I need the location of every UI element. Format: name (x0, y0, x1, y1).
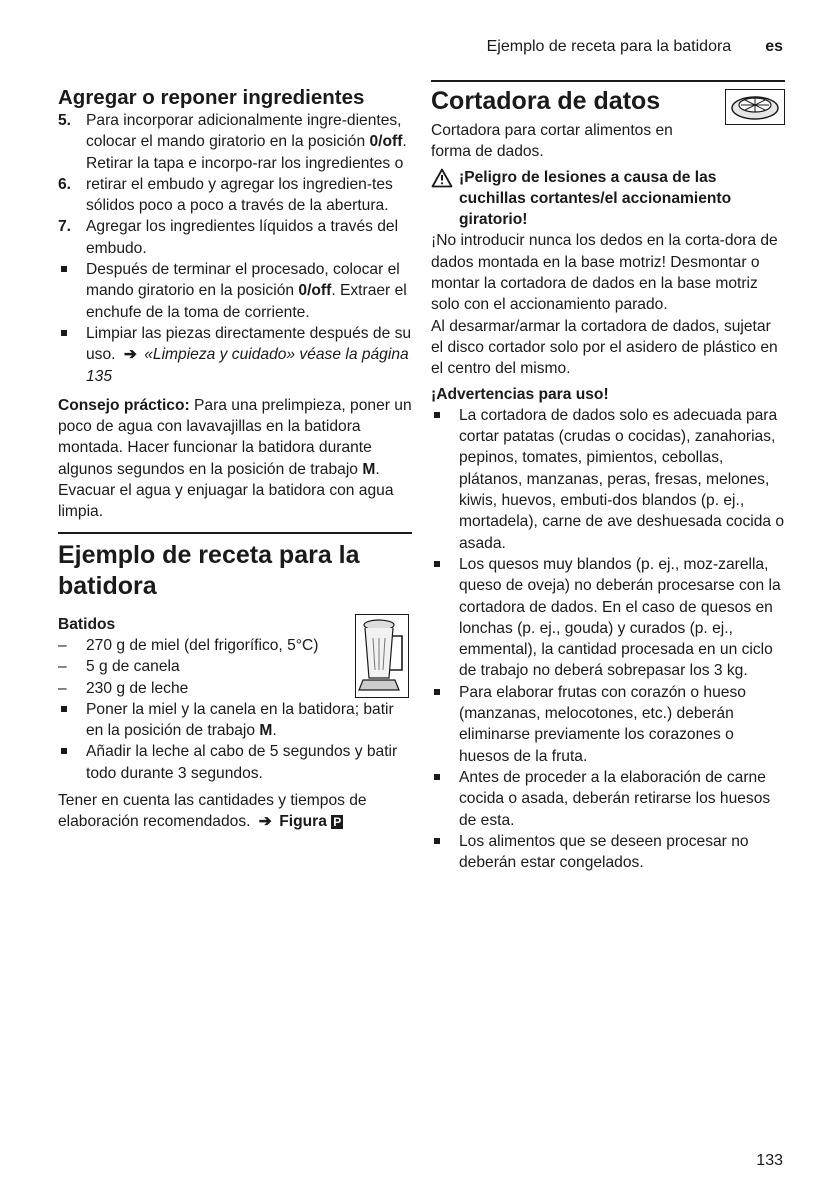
bullet-square-icon (431, 405, 459, 426)
step-text-cont: . (272, 722, 277, 740)
knob-position-off: 0/off (369, 133, 403, 151)
bullet-square-icon (58, 741, 86, 762)
cortadora-heading: Cortadora de datos (431, 87, 661, 115)
note-text: Tener en cuenta las cantidades y tiempos de elaboración recomendados. (58, 792, 367, 831)
ingredient-text: 5 g de canela (86, 658, 180, 676)
knob-position-off: 0/off (298, 282, 332, 300)
list-item (58, 678, 412, 699)
ingredients-list (58, 635, 412, 784)
receta-heading: Ejemplo de receta para la batidora (58, 540, 360, 600)
bullet-square-icon (431, 767, 459, 788)
advice-list (431, 405, 785, 874)
ingredient-text: 230 g de leche (86, 679, 189, 697)
figure-ref-badge: P (333, 815, 342, 830)
bullet-square-icon (58, 259, 86, 280)
tip-paragraph (58, 395, 412, 523)
page-header (487, 36, 783, 57)
step-text: Poner la miel y la canela en la batidora; batir en la posición de trabajo (86, 700, 394, 740)
section-divider (431, 80, 785, 82)
left-column (58, 86, 412, 833)
advice-text: Los alimentos que se deseen procesar no deberán estar congelados. (459, 832, 749, 872)
bullet-square-icon (431, 831, 459, 852)
step-text-cont: . Retirar la tapa e incorpo-rar los ingredientes o (86, 133, 407, 172)
warning-text-2: Al desarmar/armar la cortadora de dados, sujetar el disco cortador solo por el asidero de plástico en el centro del mismo. (431, 317, 778, 378)
dash-marker: – (58, 658, 67, 676)
list-item (58, 174, 412, 217)
cortadora-intro: Cortadora para cortar alimentos en forma de dados. (431, 122, 673, 161)
step-text: Agregar los ingredientes líquidos a través del embudo. (86, 218, 399, 257)
section-divider (58, 532, 412, 534)
advice-text: Para elaborar frutas con corazón o hueso (manzanas, melocotones, etc.) deberán eliminarse previamente los corazones o huesos de la fruta. (459, 683, 746, 765)
bullet-square-icon (431, 554, 459, 575)
right-column (431, 86, 785, 873)
bullet-square-icon (58, 699, 86, 720)
agregar-heading: Agregar o reponer ingredientes (58, 86, 365, 109)
warning-text: ¡No introducir nunca los dedos en la corta-dora de dados montada en la base motriz! Desmontar o montar la cortadora de dados en la base motriz solo con el accionamiento parado. (431, 232, 778, 314)
step-text: Añadir la leche al cabo de 5 segundos y batir todo durante 3 segundos. (86, 743, 398, 782)
bullet-text: Después de terminar el procesado, colocar el mando giratorio en la posición (86, 261, 400, 300)
bullet-square-icon (58, 323, 86, 344)
cross-reference-link[interactable]: «Limpieza y cuidado» véase la página 135 (86, 346, 409, 385)
list-item (58, 323, 412, 387)
list-item (58, 635, 412, 656)
tip-label: Consejo práctico: (58, 396, 190, 414)
tip-text-cont: . Evacuar el agua y enjuagar la batidora con agua limpia. (58, 460, 394, 521)
dash-marker: – (58, 679, 67, 697)
step-number: 5. (58, 112, 72, 129)
advice-text: La cortadora de dados solo es adecuada para cortar patatas (crudas o cocidas), zanahorias, pepinos, tomates, pimientos, cebollas, plátanos, manzanas, peras, fresas, melones, kiwis, huevos, embuti-dos blandos (p. ej., mortadela), carne de ave deshuesada cocida o asada. (459, 406, 785, 552)
tip-text: Para una prelimpieza, poner un poco de agua con lavavajillas en la batidora montada. Hacer funcionar la batidora durante algunos segundos en la posición de trabajo (58, 396, 412, 478)
list-item (431, 405, 785, 554)
advice-heading: ¡Advertencias para uso! (431, 385, 609, 403)
page-number: 133 (756, 1152, 783, 1169)
bullet-text-cont: . Extraer el enchufe de la toma de corriente. (86, 282, 407, 321)
warning-triangle-icon (431, 168, 453, 188)
list-item (58, 699, 412, 742)
list-item (431, 554, 785, 682)
bullet-square-icon (431, 682, 459, 703)
list-item (58, 656, 412, 677)
step-text: Para incorporar adicionalmente ingre-dientes, colocar el mando giratorio en la posición (86, 112, 402, 151)
advice-text: Antes de proceder a la elaboración de carne cocida o asada, deberán retirarse los huesos de esta. (459, 768, 771, 829)
batidos-block (58, 614, 412, 784)
recommendation-note (58, 790, 412, 833)
ingredient-text: 270 g de miel (del frigorífico, 5°C) (86, 636, 319, 654)
list-item (58, 216, 412, 259)
warning-title: ¡Peligro de lesiones a causa de las cuchillas cortantes/el accionamiento giratorio! (459, 168, 732, 229)
bullet-text: Limpiar las piezas directamente después de su uso. (86, 324, 412, 364)
list-item (58, 259, 412, 323)
list-item (431, 767, 785, 831)
header-title: Ejemplo de receta para la batidora (486, 38, 732, 55)
warning-heading (431, 167, 785, 231)
figure-ref-label[interactable]: Figura (279, 813, 327, 831)
step-number: 7. (58, 218, 72, 236)
list-item (58, 741, 412, 784)
step-text: retirar el embudo y agregar los ingredien-tes sólidos poco a poco a través de la abertura. (86, 175, 393, 215)
dash-marker: – (58, 636, 67, 654)
step-number: 6. (58, 175, 72, 193)
language-code: es (765, 38, 783, 55)
agregar-steps (58, 110, 412, 387)
arrow-right-icon: ➔ (258, 813, 272, 831)
batidos-title: Batidos (58, 615, 116, 633)
position-m: M (362, 460, 376, 478)
list-item (431, 831, 785, 874)
list-item (431, 682, 785, 767)
position-m: M (259, 722, 273, 740)
dicer-figure-icon (725, 89, 785, 125)
list-item (58, 110, 412, 174)
arrow-right-icon: ➔ (123, 346, 137, 364)
advice-text: Los quesos muy blandos (p. ej., moz-zarella, queso de oveja) no deberán procesarse con la cortadora de dados. En el caso de quesos en lonchas (p. ej., gouda) y curados (p. ej., emmental), la cantidad procesada en un ciclo de trabajo no deberá sobrepasar los 3 kg. (459, 555, 781, 680)
